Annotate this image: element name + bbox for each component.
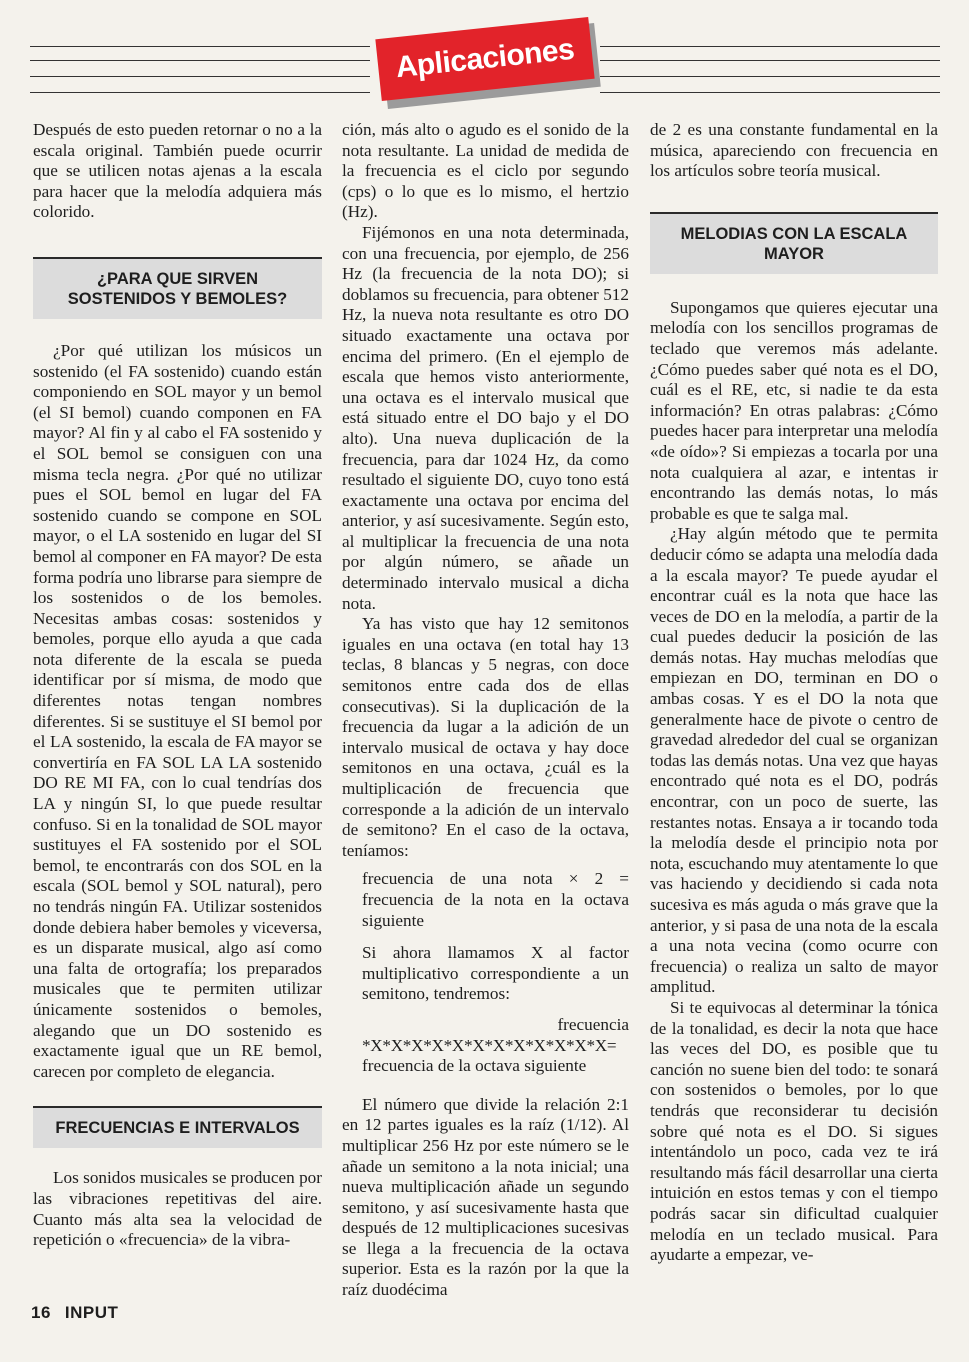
header-rule-left (30, 46, 370, 98)
section-heading-sostenidos: ¿PARA QUE SIRVEN SOSTENIDOS Y BEMOLES? (33, 257, 322, 319)
page-number: 16 (31, 1303, 51, 1322)
formula-line: frecuencia (557, 1014, 629, 1034)
header-rule-right (600, 46, 940, 98)
section-heading-frecuencias: FRECUENCIAS E INTERVALOS (33, 1106, 322, 1148)
paragraph: Ya has visto que hay 12 semitonos iguales en una octava (en total hay 13 teclas, 8 blancas y 5 negras, con doce semitonos entre cada dos de ellas consecutivas). Si la duplicación de la frecuencia da lugar a la adición de un intervalo musical de octava y hay doce semitonos en una octava, ¿cuál es la multiplicación de frecuencia que corresponde a la adición de un intervalo de semitono? En el caso de la octava, teníamos: (342, 614, 629, 860)
formula-octave: frecuencia de una nota × 2 = frecuencia de la nota en la octava siguiente (362, 869, 629, 930)
magazine-name: INPUT (64, 1303, 119, 1322)
paragraph: Los sonidos musicales se producen por las vibraciones repetitivas del aire. Cuanto más alta sea la velocidad de repetición o «frecuencia» de la vibra- (33, 1168, 322, 1250)
paragraph: Supongamos que quieres ejecutar una melodía con los sencillos programas de teclado que veremos más adelante. ¿Cómo puedes saber qué nota es el DO, cuál es el RE, etc, si nadie te da esta información? En otras palabras: ¿Cómo puedes hacer para interpretar una melodía «de oído»? Si empiezas a tocarla por una nota cualquiera al azar, e intentas ir encontrando las demás notas, lo más probable es que te salga mal. (650, 297, 938, 523)
column-1 (33, 120, 322, 1251)
paragraph: Si te equivocas al determinar la tónica de la tonalidad, es decir la nota que hace las veces del DO, es posible que tu canción no suene bien del todo: te sonará con sostenidos o bemoles, por lo que tendrás que reconsiderar tu decisión sobre qué nota es el DO. Si sigues intentándolo un poco, cada vez te irá resultando más fácil desarrollar una cierta intuición en estos temas y con el tiempo podrás sacar sin dificultad cualquier melodía en un teclado musical. Para ayudarte a empezar, ve- (650, 997, 938, 1265)
paragraph: ¿Hay algún método que te permita deducir cómo se adapta una melodía dada a la escala mayor? Te puede ayudar el encontrar cuál es la nota que hace las veces de DO en la melodía, a partir de la cual puedes deducir la posición de las demás notas. Hay muchas melodías que empiezan en DO, terminan en DO o ambas cosas. Y es el DO la nota que generalmente hace de pivote o centro de gravedad alrededor del cual se organizan todas las demás notas. Una vez que hayas encontrado qué nota es el DO, podrás encontrar, con un poco de suerte, las restantes notas. Ensaya a ir tocando toda la melodía desde el principio nota por nota, escuchando muy atentamente lo que vas haciendo y decidiendo si cada nota sucesiva es más aguda o más grave que la anterior, y si pasa de una nota de la escala a una nota vecina (como ocurre con frecuencia) o realiza un salto de mayor amplitud. (650, 524, 938, 997)
paragraph: de 2 es una constante fundamental en la música, apareciendo con frecuencia en los artículos sobre teoría musical. (650, 120, 938, 181)
formula-semitone (342, 1015, 629, 1077)
paragraph: ¿Por qué utilizan los músicos un sostenido (el FA sostenido) cuando están componiendo en SOL mayor y un bemol (el SI bemol) cuando componen en FA mayor? Al fin y al cabo el FA sostenido y el SOL bemol se consiguen con una misma tecla negra. ¿Por qué no utilizar pues el SOL bemol en lugar del FA sostenido cuando se compone en SOL mayor, o el LA sostenido en lugar del SI bemol al componer en FA mayor? De esta forma podría uno librarse para siempre de los sostenidos o de los bemoles. Necesitas ambas cosas: sostenidos y bemoles, porque ello ayuda a que cada nota diferente de la escala se pueda identificar por sí misma, de modo que diferentes notas tengan nombres diferentes. Si se sustituye el SI bemol por el LA sostenido, la escala de FA mayor se convertiría en FA SOL LA LA sostenido DO RE MI FA, con lo cual tendrías dos LA y ningún SI, lo que puede resultar confuso. Si en la tonalidad de SOL mayor sustituyes el FA sostenido por el SOL bemol, te encontrarás con dos SOL en la escala (SOL bemol y SOL natural), pero no tendrás ningún FA. Utilizar sostenidos donde debiera haber bemoles y viceversa, es un disparate musical, algo así como una falta de ortografía; los preparados musicales que te permiten utilizar únicamente sostenidos o bemoles, alegando que un DO sostenido es exactamente igual que un RE bemol, carecen por completo de elegancia. (33, 340, 322, 1081)
paragraph: Después de esto pueden retornar o no a la escala original. También puede ocurrir que se utilicen notas ajenas a la escala para hacer que la melodía adquiera más colorido. (33, 120, 322, 222)
section-banner-label: Aplicaciones (394, 32, 576, 85)
paragraph: Si ahora llamamos X al factor multiplicativo correspondiente a un semitono, tendremos: (362, 943, 629, 1004)
column-2 (342, 120, 629, 1301)
formula-line: *X*X*X*X*X*X*X*X*X*X*X*X= (362, 1035, 617, 1055)
paragraph: Fijémonos en una nota determinada, con una frecuencia, por ejemplo, de 256 Hz (la frecuencia de la nota DO); si doblamos su frecuencia, para obtener 512 Hz, la nueva nota resultante es otro DO situado exactamente una octava por encima del primero. (En el ejemplo de escala que hemos visto anteriormente, una octava es el intervalo musical que está situado entre el DO bajo y el DO alto). Una nueva duplicación de la frecuencia, para dar 1024 Hz, da como resultado el siguiente DO, cuyo tono está exactamente una octava por encima del anterior, y así sucesivamente. Según esto, al multiplicar la frecuencia de una nota por algún número, se añade un determinado intervalo musical a dicha nota. (342, 222, 629, 613)
paragraph: El número que divide la relación 2:1 en 12 partes iguales es la raíz (1/12). Al multiplicar 256 Hz por este número se le añade un semitono a la nota inicial; una nueva multiplicación añade un segundo semitono, y así sucesivamente hasta que después de 12 multiplicaciones sucesivas se llega a la frecuencia de la octava superior. Esta es la razón por la que la raíz duodécima (342, 1094, 629, 1300)
page-footer (31, 1303, 118, 1323)
section-heading-melodias: MELODIAS CON LA ESCALA MAYOR (650, 212, 938, 274)
column-3 (650, 120, 938, 1266)
paragraph: ción, más alto o agudo es el sonido de la nota resultante. La unidad de medida de la frecuencia es el ciclo por segundo (cps) o lo que es lo mismo, el hertzio (Hz). (342, 120, 629, 222)
formula-line: frecuencia de la octava siguiente (362, 1056, 587, 1076)
